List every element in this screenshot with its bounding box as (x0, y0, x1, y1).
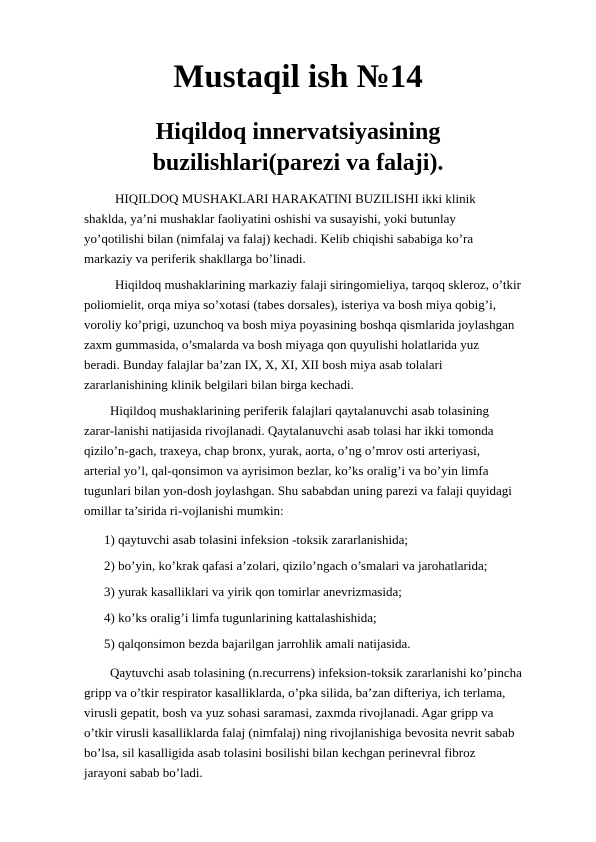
list-item: 2) bo’yin, ko’krak qafasi a’zolari, qizilo’ngach o’smalari va jarohatlarida; (104, 558, 488, 573)
text-line: yo’qotilishi bilan (nimfalaj va falaj) kechadi. Kelib chiqishi sababiga ko’ra (84, 231, 474, 246)
list-item: 4) ko’ks oralig’i limfa tugunlarining kattalashishida; (104, 610, 377, 625)
text-line: gripp va o’tkir respirator kasalliklarda, o’pka silida, ba’zan difteriya, ich terlama, (84, 685, 506, 700)
text-line: Qaytuvchi asab tolasining (n.recurrens) infeksion-toksik zararlanishi ko’pincha (110, 665, 522, 680)
paragraph-3 (84, 401, 554, 521)
document-title: Mustaqil ish №14 (173, 59, 423, 95)
text-line: zaxm gummasida, o’smalarda va bosh miyaga qon quyulishi holatlarida yuz (84, 337, 479, 352)
text-line: virusli gepatit, bosh va yuz sohasi saramasi, zaxmda rivojlanadi. Agar gripp va (84, 705, 494, 720)
list-item: 5) qalqonsimon bezda bajarilgan jarrohlik amali natijasida. (104, 636, 411, 651)
text-line: shaklda, ya’ni mushaklar faoliyatini oshishi va susayishi, yoki butunlay (84, 211, 456, 226)
text-line: tugunlari bilan yon-dosh joylashgan. Shu sababdan uning parezi va falaji quyidagi (84, 483, 512, 498)
text-line: jarayoni sabab bo’ladi. (84, 765, 203, 780)
text-line: Hiqildoq mushaklarining periferik falajlari qaytalanuvchi asab tolasining (110, 403, 490, 418)
text-line: bo’lsa, sil kasalligida asab tolasini bosilishi bilan kechgan perinevral fibroz (84, 745, 476, 760)
text-line: omillar ta’sirida ri-vojlanishi mumkin: (84, 503, 284, 518)
text-line: o’tkir virusli kasalliklarda falaj (nimfalaj) ning rivojlanishiga bevosita nevrit sabab (84, 725, 515, 740)
text-line: qizilo’n-gach, traxeya, chap bronx, yurak, aorta, o’ng o’mrov osti arteriyasi, (84, 443, 480, 458)
paragraph-4 (84, 663, 554, 783)
text-line: markaziy va periferik shakllarga bo’linadi. (84, 251, 306, 266)
list-item: 3) yurak kasalliklari va yirik qon tomirlar anevrizmasida; (104, 584, 402, 599)
text-line: voroliy ko’prigi, uzunchoq va bosh miya poyasining boshqa qismlarida joylashgan (84, 317, 515, 332)
text-line: Hiqildoq mushaklarining markaziy falaji siringomieliya, tarqoq skleroz, o’tkir (115, 277, 521, 292)
text-line: zararlanishining klinik belgilari bilan birga kechadi. (84, 377, 354, 392)
text-line: zarar-lanishi natijasida rivojlanadi. Qaytalanuvchi asab tolasi har ikki tomonda (84, 423, 494, 438)
document-subtitle (0, 117, 596, 179)
paragraph-2 (84, 275, 554, 395)
text-line: arterial yo’l, qal-qonsimon va ayrisimon bezlar, ko’ks oralig’i va bo’yin limfa (84, 463, 489, 478)
text-line: beradi. Bunday falajlar ba’zan IX, X, XI, XII bosh miya asab tolalari (84, 357, 443, 372)
subtitle-line: Hiqildoq innervatsiyasining (155, 119, 441, 145)
list-item: 1) qaytuvchi asab tolasini infeksion -toksik zararlanishida; (104, 532, 408, 547)
numbered-list (84, 527, 554, 657)
text-line: HIQILDOQ MUSHAKLARI HARAKATINI BUZILISHI ikki klinik (115, 191, 476, 206)
paragraph-1 (84, 189, 554, 269)
document-body (84, 189, 554, 783)
subtitle-line: buzilishlari(parezi va falaji). (152, 150, 444, 176)
text-line: poliomielit, orqa miya so’xotasi (tabes dorsales), isteriya va bosh miya qobig’i, (84, 297, 496, 312)
